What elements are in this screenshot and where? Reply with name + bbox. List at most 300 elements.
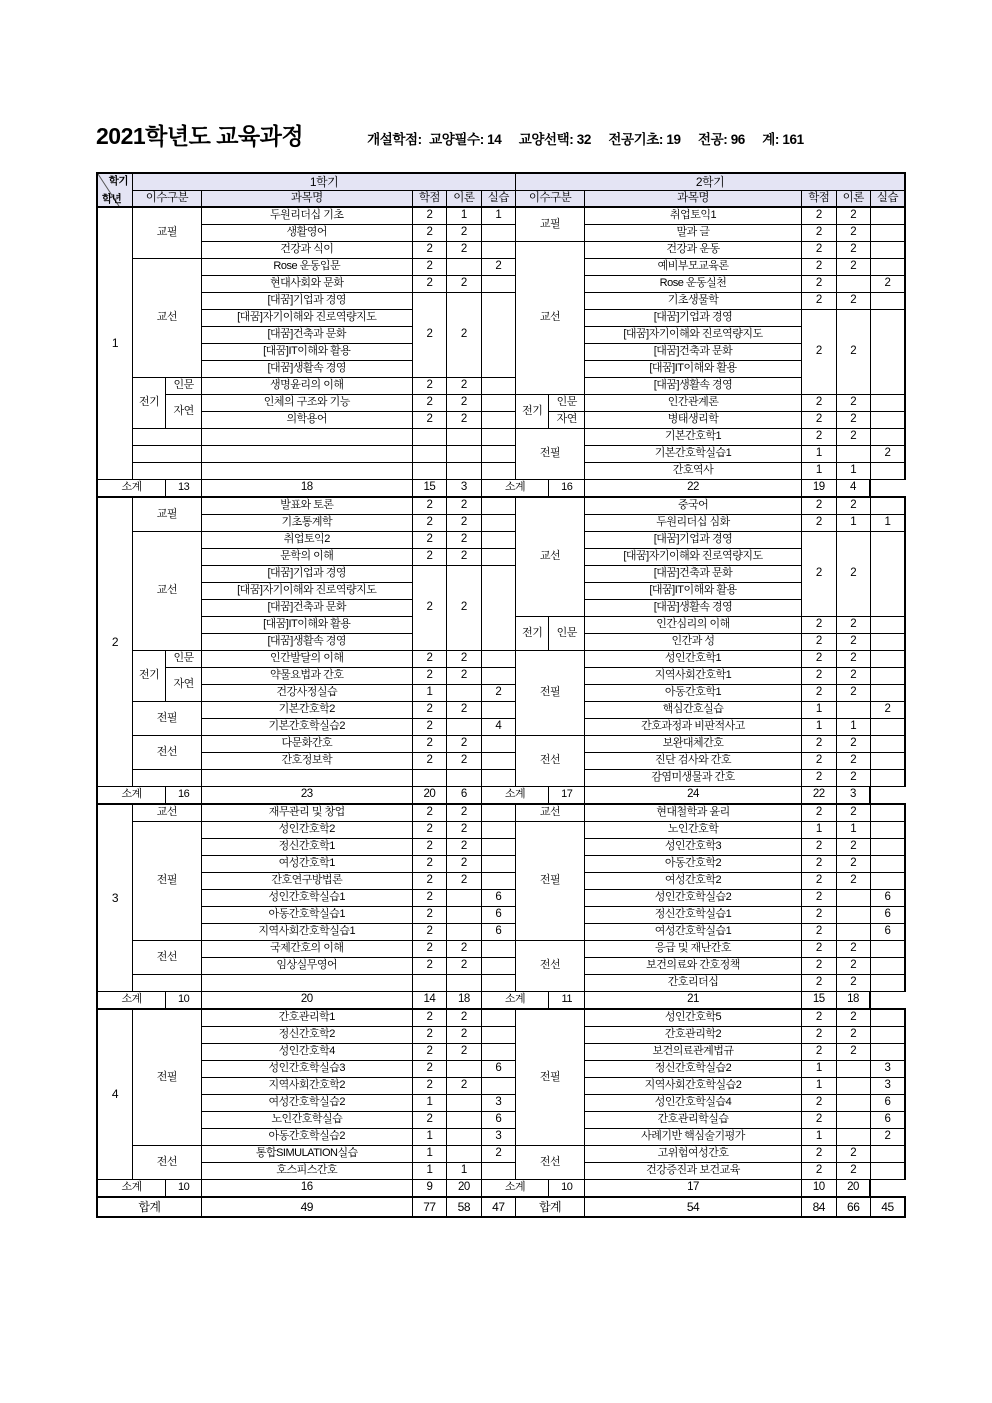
credit-cell: 2 (412, 565, 446, 650)
practice-cell (870, 1145, 905, 1162)
theory-empty (447, 462, 481, 479)
credit-value-0: 14 (487, 132, 502, 147)
credit-cell: 2 (802, 684, 836, 701)
theory-cell: 1 (447, 207, 481, 224)
table-row (97, 394, 905, 411)
gubun-cell: 교선 (132, 258, 201, 377)
table-row (97, 821, 905, 838)
credit-cell: 1 (802, 821, 836, 838)
credit-cell: 1 (412, 1145, 446, 1162)
practice-cell (481, 752, 516, 769)
subtotal-practice-2: 4 (836, 479, 870, 497)
subject-cell: 건강과 식이 (201, 241, 412, 258)
practice-cell (481, 957, 516, 974)
credit-value-1: 32 (576, 132, 591, 147)
practice-empty (481, 462, 516, 479)
credit-cell: 2 (802, 258, 836, 275)
subject-cell: 지역사회간호학실습1 (201, 923, 412, 940)
subject-cell: 보건의료와 간호정책 (584, 957, 801, 974)
subject-cell: 인체의 구조와 기능 (201, 394, 412, 411)
theory-cell: 2 (836, 207, 870, 224)
practice-cell (870, 1026, 905, 1043)
theory-cell: 2 (836, 684, 870, 701)
table-row (97, 769, 905, 786)
practice-cell (481, 821, 516, 838)
theory-cell (447, 1094, 481, 1111)
practice-cell (870, 497, 905, 514)
practice-cell: 2 (870, 1128, 905, 1145)
total-label-2: 합계 (516, 1197, 585, 1217)
theory-cell: 2 (836, 616, 870, 633)
theory-cell: 2 (836, 224, 870, 241)
credit-cell: 2 (412, 667, 446, 684)
practice-cell: 2 (481, 684, 516, 701)
table-row (97, 275, 905, 292)
subtotal-credit-1: 18 (201, 479, 412, 497)
practice-cell (481, 531, 516, 548)
practice-cell: 2 (481, 258, 516, 275)
practice-cell (481, 838, 516, 855)
table-row (97, 531, 905, 548)
credit-cell: 2 (412, 872, 446, 889)
subtotal-count-1: 10 (166, 1179, 201, 1197)
theory-cell: 2 (836, 394, 870, 411)
practice-cell (870, 292, 905, 309)
theory-cell (836, 1128, 870, 1145)
theory-cell: 2 (447, 1043, 481, 1060)
table-row (97, 1094, 905, 1111)
subject-cell: 아동간호학1 (584, 684, 801, 701)
subject-cell: 성인간호학실습1 (201, 889, 412, 906)
subtotal-theory-2: 22 (802, 786, 836, 804)
practice-cell (481, 548, 516, 565)
subject-cell: [대꿈]IT이해와 활용 (584, 360, 801, 377)
theory-cell: 2 (447, 838, 481, 855)
subtotal-label-2: 소계 (481, 479, 549, 497)
year-label: 4 (97, 1009, 132, 1179)
subtotal-practice-1: 18 (447, 991, 481, 1009)
table-row (97, 224, 905, 241)
practice-cell (870, 411, 905, 428)
theory-cell: 1 (836, 462, 870, 479)
table-row (97, 735, 905, 752)
gubun-cell: 전필 (132, 701, 201, 735)
gubun-sub-cell: 인문 (166, 377, 201, 394)
practice-cell (870, 957, 905, 974)
subject-cell: 성인간호학3 (584, 838, 801, 855)
theory-cell: 2 (836, 428, 870, 445)
subject-cell: 고위험여성간호 (584, 1145, 801, 1162)
credit-empty (412, 974, 446, 991)
credit-cell: 2 (802, 1111, 836, 1128)
subject-cell: 성인간호학실습2 (584, 889, 801, 906)
subject-cell: 정신간호학2 (201, 1026, 412, 1043)
theory-cell: 2 (836, 411, 870, 428)
header-year-label: 학년 (102, 192, 122, 205)
credit-cell: 1 (802, 1077, 836, 1094)
table-row (97, 1111, 905, 1128)
theory-cell: 2 (447, 821, 481, 838)
subject-cell: 중국어 (584, 497, 801, 514)
theory-cell: 2 (836, 752, 870, 769)
credit-cell: 2 (802, 923, 836, 940)
theory-cell (447, 1128, 481, 1145)
subject-cell: [대꿈]자기이해와 진로역량지도 (201, 582, 412, 599)
subject-cell: 예비부모교육론 (584, 258, 801, 275)
gubun-cell: 교선 (516, 804, 585, 821)
credit-cell: 2 (802, 514, 836, 531)
credit-cell: 2 (802, 394, 836, 411)
theory-cell: 2 (447, 411, 481, 428)
theory-cell: 2 (836, 957, 870, 974)
credit-cell: 2 (802, 411, 836, 428)
credit-cell: 2 (412, 497, 446, 514)
credit-cell: 2 (802, 531, 836, 616)
credit-value-2: 19 (666, 132, 681, 147)
theory-cell (836, 923, 870, 940)
subject-cell: 말과 글 (584, 224, 801, 241)
gubun-cell: 전선 (516, 940, 585, 991)
credit-cell: 2 (412, 650, 446, 667)
subject-cell: 호스피스간호 (201, 1162, 412, 1179)
credit-cell: 2 (802, 650, 836, 667)
theory-cell (836, 1077, 870, 1094)
practice-cell (870, 258, 905, 275)
subject-cell: 다문화간호 (201, 735, 412, 752)
subtotal-credit-1: 16 (201, 1179, 412, 1197)
theory-cell: 2 (836, 1162, 870, 1179)
credit-summary (363, 128, 814, 148)
practice-cell (481, 940, 516, 957)
credit-cell: 2 (802, 428, 836, 445)
theory-cell: 2 (836, 855, 870, 872)
credit-cell: 2 (412, 940, 446, 957)
credit-cell: 1 (412, 1094, 446, 1111)
subject-cell: 약물요법과 간호 (201, 667, 412, 684)
theory-cell: 2 (447, 241, 481, 258)
gubun-cell: 전선 (516, 1145, 585, 1179)
practice-cell: 1 (870, 514, 905, 531)
credit-cell: 1 (802, 462, 836, 479)
theory-cell: 2 (836, 292, 870, 309)
subtotal-label-2: 소계 (481, 991, 549, 1009)
theory-cell: 2 (447, 548, 481, 565)
subject-cell: [대꿈]자기이해와 진로역량지도 (201, 309, 412, 326)
subject-cell: 간호리더십 (584, 974, 801, 991)
credit-cell: 2 (412, 838, 446, 855)
theory-cell (447, 258, 481, 275)
theory-cell: 2 (836, 633, 870, 650)
subject-cell: 기본간호학1 (584, 428, 801, 445)
gubun-cell: 전필 (516, 1009, 585, 1145)
table-row (97, 923, 905, 940)
credit-empty (412, 445, 446, 462)
table-row (97, 667, 905, 684)
theory-cell: 2 (447, 275, 481, 292)
practice-cell: 2 (870, 701, 905, 718)
theory-cell (836, 1094, 870, 1111)
credit-cell: 2 (412, 735, 446, 752)
practice-cell (481, 497, 516, 514)
year-label: 1 (97, 207, 132, 479)
theory-cell: 2 (447, 497, 481, 514)
theory-cell: 2 (836, 974, 870, 991)
practice-cell (870, 531, 905, 616)
theory-cell: 1 (836, 821, 870, 838)
practice-cell (870, 616, 905, 633)
header-semester-label: 학기 (108, 175, 128, 187)
header-gubun-1: 이수구분 (132, 190, 201, 207)
header-practice-2: 실습 (870, 190, 905, 207)
gubun-cell: 전기 (516, 394, 549, 428)
theory-empty (447, 974, 481, 991)
subtotal-credit-2: 21 (584, 991, 801, 1009)
table-row (97, 292, 905, 309)
credit-cell: 1 (802, 701, 836, 718)
credit-cell: 2 (412, 377, 446, 394)
practice-cell (870, 462, 905, 479)
theory-cell: 2 (447, 872, 481, 889)
subtotal-row (97, 1179, 905, 1197)
credit-cell: 2 (412, 548, 446, 565)
credit-cell: 2 (802, 735, 836, 752)
table-row (97, 684, 905, 701)
subtotal-credit-2: 24 (584, 786, 801, 804)
theory-cell: 2 (836, 804, 870, 821)
practice-cell (870, 940, 905, 957)
subject-cell: [대꿈]기업과 경영 (201, 292, 412, 309)
header-gubun-2: 이수구분 (516, 190, 585, 207)
subject-cell: 취업토익1 (584, 207, 801, 224)
table-row (97, 1128, 905, 1145)
gubun-empty (132, 462, 201, 479)
theory-cell: 2 (447, 224, 481, 241)
table-row (97, 974, 905, 991)
credit-cell: 2 (802, 974, 836, 991)
theory-cell: 2 (836, 309, 870, 394)
subject-cell: [대꿈]건축과 문화 (201, 326, 412, 343)
practice-cell: 2 (481, 1145, 516, 1162)
practice-cell: 2 (870, 445, 905, 462)
practice-cell (481, 667, 516, 684)
practice-cell (870, 735, 905, 752)
practice-cell (481, 275, 516, 292)
theory-cell: 2 (447, 701, 481, 718)
credit-label-2: 전공기초: (608, 132, 664, 147)
practice-cell (870, 855, 905, 872)
credit-cell: 2 (802, 224, 836, 241)
credit-cell: 2 (412, 906, 446, 923)
subtotal-row (97, 991, 905, 1009)
theory-cell (836, 445, 870, 462)
practice-cell: 1 (481, 207, 516, 224)
practice-cell (481, 855, 516, 872)
theory-empty (447, 428, 481, 445)
credit-cell: 2 (412, 411, 446, 428)
table-row (97, 1077, 905, 1094)
subject-cell: 여성간호학실습1 (584, 923, 801, 940)
gubun-empty (132, 445, 201, 462)
subject-empty (201, 462, 412, 479)
credit-cell: 2 (412, 514, 446, 531)
gubun-cell: 교필 (132, 497, 201, 531)
practice-cell (481, 241, 516, 258)
practice-cell (870, 224, 905, 241)
practice-cell (481, 1026, 516, 1043)
credit-cell: 2 (802, 872, 836, 889)
subject-cell: 진단 검사와 간호 (584, 752, 801, 769)
subject-cell: 정신간호학실습2 (584, 1060, 801, 1077)
subtotal-theory-1: 9 (412, 1179, 446, 1197)
theory-cell (447, 906, 481, 923)
subject-cell: 여성간호학2 (584, 872, 801, 889)
theory-cell: 2 (836, 769, 870, 786)
subject-empty (201, 974, 412, 991)
practice-cell (870, 974, 905, 991)
subject-cell: 성인간호학4 (201, 1043, 412, 1060)
credit-cell: 2 (802, 207, 836, 224)
theory-cell: 2 (836, 872, 870, 889)
subject-cell: 보완대체간호 (584, 735, 801, 752)
subject-cell: [대꿈]생활속 경영 (201, 633, 412, 650)
practice-cell (481, 394, 516, 411)
subject-cell: 의학용어 (201, 411, 412, 428)
subject-cell: [대꿈]건축과 문화 (584, 565, 801, 582)
subject-cell: 국제간호의 이해 (201, 940, 412, 957)
gubun-cell: 전선 (132, 1145, 201, 1179)
credit-cell: 2 (802, 1043, 836, 1060)
gubun-cell: 전기 (132, 377, 165, 428)
practice-cell: 3 (870, 1077, 905, 1094)
theory-cell (447, 684, 481, 701)
header-theory-2: 이론 (836, 190, 870, 207)
table-row (97, 957, 905, 974)
subtotal-count-2: 16 (549, 479, 584, 497)
theory-cell: 2 (836, 735, 870, 752)
subtotal-theory-1: 20 (412, 786, 446, 804)
theory-cell: 2 (836, 1026, 870, 1043)
subtotal-theory-2: 15 (802, 991, 836, 1009)
theory-cell: 2 (836, 1145, 870, 1162)
credit-cell: 2 (412, 224, 446, 241)
subtotal-count-1: 13 (166, 479, 201, 497)
theory-cell (447, 1145, 481, 1162)
credit-cell: 1 (802, 1128, 836, 1145)
total-credit-2: 84 (802, 1197, 836, 1217)
subtotal-label-2: 소계 (481, 786, 549, 804)
total-label-1: 합계 (97, 1197, 201, 1217)
theory-cell: 2 (447, 377, 481, 394)
credit-cell: 2 (802, 241, 836, 258)
theory-cell: 2 (836, 531, 870, 616)
subject-cell: 건강증진과 보건교육 (584, 1162, 801, 1179)
year-label: 3 (97, 804, 132, 991)
practice-cell (481, 1077, 516, 1094)
credit-cell: 2 (412, 394, 446, 411)
practice-cell (481, 224, 516, 241)
practice-cell (870, 804, 905, 821)
subject-cell: 사례기반 핵심술기평가 (584, 1128, 801, 1145)
subject-cell: 정신간호학1 (201, 838, 412, 855)
table-row (97, 855, 905, 872)
subject-cell: Rose 운동입문 (201, 258, 412, 275)
total-count-2: 54 (584, 1197, 801, 1217)
subject-cell: 지역사회간호학1 (584, 667, 801, 684)
gubun-cell: 전필 (132, 821, 201, 940)
subject-cell: 건강사정실습 (201, 684, 412, 701)
gubun-cell: 교필 (516, 207, 585, 241)
theory-cell: 2 (836, 650, 870, 667)
total-theory-2: 66 (836, 1197, 870, 1217)
gubun-cell: 교선 (132, 804, 201, 821)
subject-cell: 간호관리학실습 (584, 1111, 801, 1128)
credit-cell: 2 (412, 752, 446, 769)
header-subject-2: 과목명 (584, 190, 801, 207)
table-row (97, 718, 905, 735)
credit-label-3: 전공: (697, 132, 728, 147)
gubun-cell: 전기 (516, 616, 549, 650)
gubun-cell: 교선 (516, 497, 585, 616)
subtotal-practice-2: 18 (836, 991, 870, 1009)
theory-empty (447, 769, 481, 786)
subtotal-label-1: 소계 (97, 786, 166, 804)
table-row (97, 207, 905, 224)
practice-cell (870, 650, 905, 667)
theory-cell: 2 (836, 667, 870, 684)
theory-cell (447, 1060, 481, 1077)
gubun-cell: 전선 (516, 735, 585, 786)
header-corner (97, 173, 132, 207)
theory-cell: 1 (836, 514, 870, 531)
gubun-cell: 전필 (132, 1009, 201, 1145)
subject-empty (201, 428, 412, 445)
practice-cell (870, 684, 905, 701)
practice-cell (481, 701, 516, 718)
subject-cell: 아동간호학실습2 (201, 1128, 412, 1145)
subtotal-count-1: 10 (166, 991, 201, 1009)
subject-cell: 생명윤리의 이해 (201, 377, 412, 394)
subject-cell: 여성간호학1 (201, 855, 412, 872)
practice-cell: 3 (481, 1094, 516, 1111)
subtotal-credit-1: 20 (201, 991, 412, 1009)
practice-cell (481, 735, 516, 752)
subject-cell: 성인간호학5 (584, 1009, 801, 1026)
credit-cell: 2 (412, 258, 446, 275)
table-row (97, 462, 905, 479)
practice-empty (481, 974, 516, 991)
subtotal-practice-2: 3 (836, 786, 870, 804)
subtotal-practice-1: 3 (447, 479, 481, 497)
subtotal-count-2: 17 (549, 786, 584, 804)
table-row (97, 1026, 905, 1043)
theory-cell: 1 (447, 1162, 481, 1179)
subject-cell: [대꿈]건축과 문화 (201, 599, 412, 616)
title-row (96, 118, 906, 151)
subject-cell: 발표와 토론 (201, 497, 412, 514)
header-practice-1: 실습 (481, 190, 516, 207)
table-row (97, 428, 905, 445)
subtotal-label-2: 소계 (481, 1179, 549, 1197)
credit-cell: 2 (412, 1009, 446, 1026)
practice-cell (870, 1009, 905, 1026)
subtotal-credit-1: 23 (201, 786, 412, 804)
practice-cell (870, 1043, 905, 1060)
subject-empty (201, 769, 412, 786)
gubun-empty (132, 974, 201, 991)
total-count-1: 49 (201, 1197, 412, 1217)
practice-cell (870, 838, 905, 855)
credit-cell: 2 (802, 752, 836, 769)
